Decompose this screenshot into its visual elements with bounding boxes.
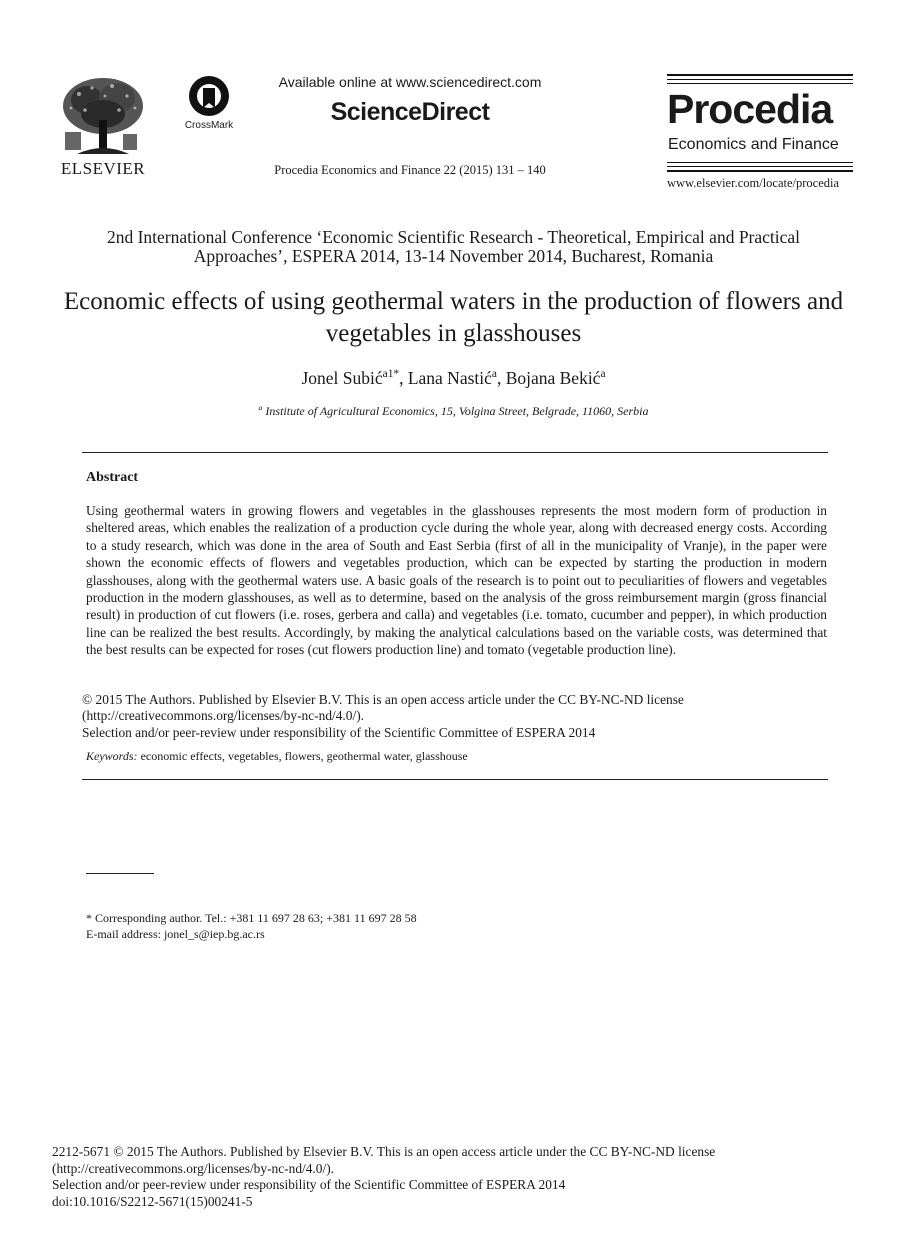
author-affil-mark: a [600,368,606,381]
procedia-url[interactable]: www.elsevier.com/locate/procedia [667,176,840,190]
license-review-line: Selection and/or peer-review under responsibility of the Scientific Committee of ESPERA 2014 [82,724,596,740]
elsevier-wordmark: ELSEVIER [60,159,146,178]
elsevier-logo [57,74,149,178]
license-notice [82,692,827,741]
footnote-email[interactable]: E-mail address: jonel_s@iep.bg.ac.rs [86,927,265,941]
footer-doi[interactable]: doi:10.1016/S2212-5671(15)00241-5 [52,1193,253,1209]
keywords-label: Keywords: [86,749,138,763]
author-list: Jonel Subić$^{a1*}$, Lana Nastić$^a$, Bojana Bekić$^a$ [301,368,606,388]
affiliation-mark: a [258,403,263,412]
corresponding-author-footnote [86,910,827,942]
author-name: Bojana Bekić [505,368,601,388]
page-footer [52,1144,852,1210]
elsevier-tree-icon [57,74,149,158]
available-online[interactable]: Available online at www.sciencedirect.com [278,74,542,90]
procedia-brand [667,74,853,194]
procedia-rule-top-thin [667,79,853,80]
affiliation [60,404,847,419]
footer-review-line: Selection and/or peer-review under responsibility of the Scientific Committee of ESPERA 2014 [52,1177,566,1193]
author-affil-mark: a [491,368,497,381]
footnote-phone: * Corresponding author. Tel.: +381 11 697 28 63; +381 11 697 28 58 [86,911,417,925]
abstract-rule-bottom [82,779,828,780]
keywords [86,749,827,764]
conference-line: 2nd International Conference ‘Economic Scientific Research - Theoretical, Empirical and Practical Approaches’, ESPERA 2014, 13-14 November 2014, Bucharest, Romania [106,227,801,266]
procedia-rule-bottom-thin2 [667,166,853,167]
paper-title: Economic effects of using geothermal waters in the production of flowers and vegetables in glasshouses [63,288,844,347]
procedia-rule-bottom-thin [667,162,853,163]
abstract-rule-top [82,452,828,453]
license-link[interactable]: (http://creativecommons.org/licenses/by-nc-nd/4.0/). [82,708,365,724]
procedia-wordmark: Procedia [667,86,833,132]
keywords-text: economic effects, vegetables, flowers, geothermal water, glasshouse [137,749,468,763]
abstract-body: Using geothermal waters in growing flowers and vegetables in the glasshouses represents the most modern form of production in sheltered areas, which enables the realization of a production cycle during the whole year, along with decreased energy costs. According to a study research, which was done in the area of South and East Serbia (first of all in the municipality of Vranje), in the paper were shown the economic effects of flowers and vegetables production, which can be expected by starting the production in modern glasshouses, along with the geothermal waters use. A basic goals of the research is to point out to peculiarities of flowers and vegetables production in the modern glasshouses, as well as to determine, based on the analysis of the gross reimbursement margin (gross financial result) in production of cut flowers (i.e. roses, gerbera and calla) and vegetables (i.e. tomato, cucumber and pepper), in which production line can be realized the best results. Accordingly, by making the analytical calculations based on the variable costs, was determined that the best results can be expected for roses (cut flowers production line) and tomato (vegetable production line). [86,503,827,658]
procedia-rule-top [667,74,853,76]
author-name: Lana Nastić [407,368,492,388]
footer-license-link[interactable]: (http://creativecommons.org/licenses/by-nc-nd/4.0/). [52,1160,335,1176]
footer-issn-line: 2212-5671 © 2015 The Authors. Published by Elsevier B.V. This is an open access article under the CC BY-NC-ND license [52,1144,716,1159]
crossmark-icon [180,74,238,120]
sciencedirect-wordmark: ScienceDirect [330,98,490,126]
abstract-heading: Abstract [86,470,139,485]
author-affil-mark: a1* [382,368,400,381]
crossmark-label: CrossMark [184,120,234,131]
procedia-rule-bottom [667,170,853,172]
author-name: Jonel Subić [301,368,383,388]
journal-reference: Procedia Economics and Finance 22 (2015) 131 – 140 [274,163,546,177]
procedia-rule-top-thin2 [667,83,853,84]
license-line: © 2015 The Authors. Published by Elsevier B.V. This is an open access article under the CC BY-NC-ND license [82,692,684,707]
affiliation-text: Institute of Agricultural Economics, 15, Volgina Street, Belgrade, 11060, Serbia [265,404,649,418]
procedia-subtitle: Economics and Finance [668,136,839,153]
crossmark-badge[interactable] [180,74,238,134]
footnote-rule [86,873,154,874]
